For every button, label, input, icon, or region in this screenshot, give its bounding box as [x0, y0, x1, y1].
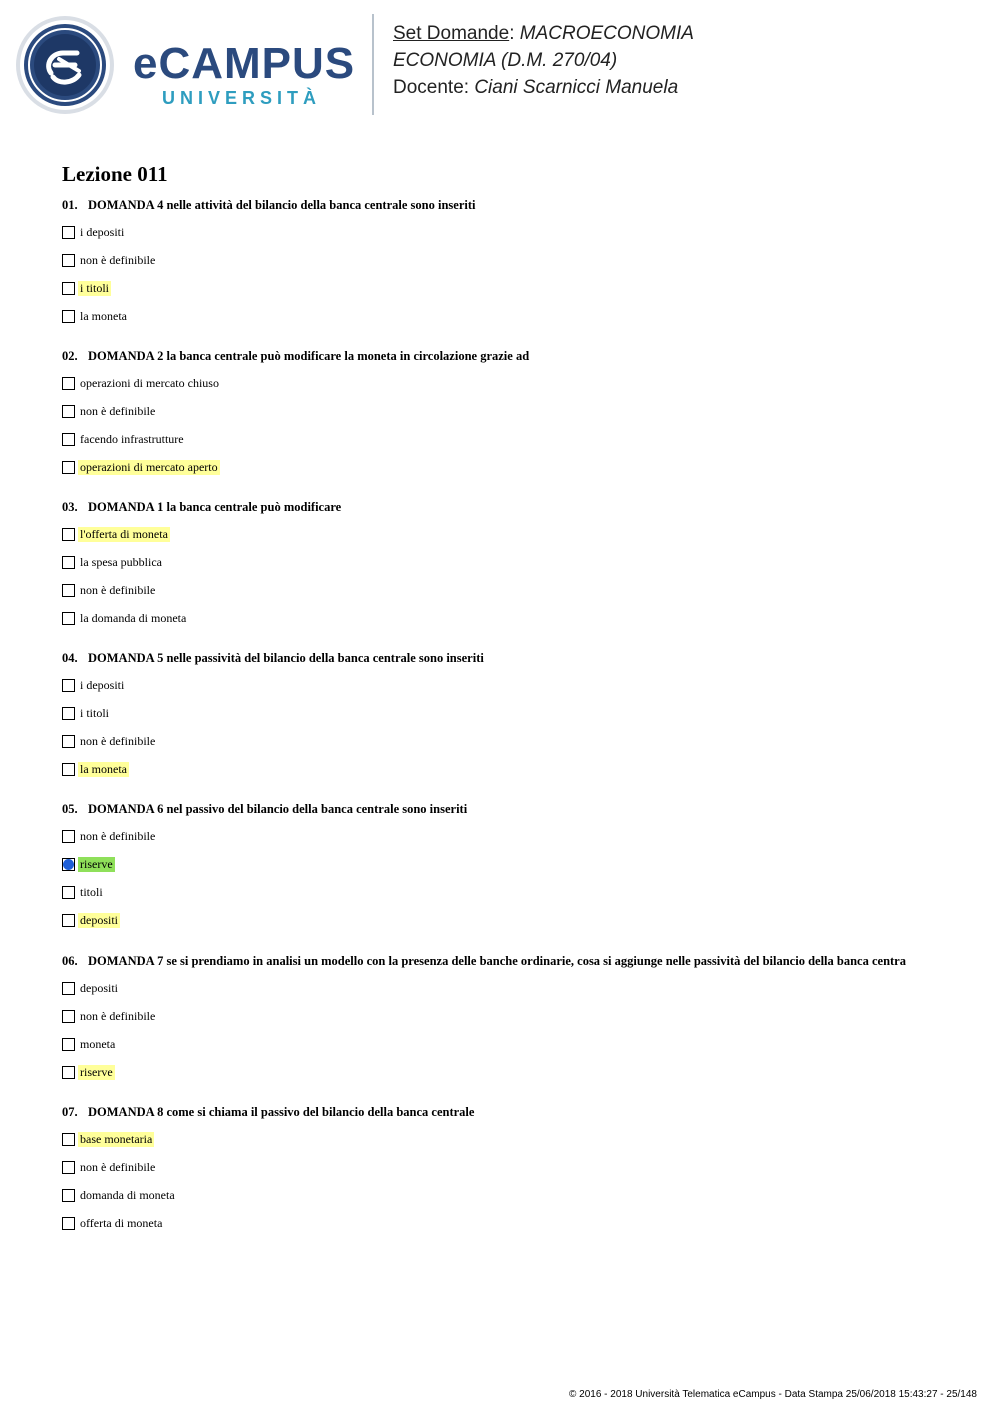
answer-label: la domanda di moneta	[80, 610, 187, 625]
question-text: DOMANDA 1 la banca centrale può modificare	[88, 500, 342, 514]
answer-label: i depositi	[80, 677, 125, 692]
answer-checkbox[interactable]	[62, 707, 75, 720]
answer-option[interactable]	[62, 403, 157, 419]
answer-checkbox[interactable]	[62, 830, 75, 843]
ecampus-logo-icon	[15, 15, 115, 115]
answer-label: i titoli	[80, 705, 110, 720]
question-text: DOMANDA 5 nelle passività del bilancio della banca centrale sono inseriti	[88, 651, 484, 665]
answer-label: la moneta	[80, 761, 127, 776]
question-text: DOMANDA 7 se si prendiamo in analisi un modello con la presenza delle banche ordinarie, cosa si aggiunge nelle passività del bilancio della banca centra	[88, 954, 906, 968]
answer-label: non è definibile	[80, 1008, 156, 1023]
answer-checkbox[interactable]	[62, 254, 75, 267]
logo-wordmark: eCAMPUS	[133, 39, 356, 88]
question-number: 05.	[62, 802, 78, 816]
question-title	[62, 1105, 474, 1120]
answer-label: non è definibile	[80, 733, 156, 748]
answer-option[interactable]	[62, 912, 120, 928]
answer-option[interactable]	[62, 1036, 117, 1052]
page-footer: © 2016 - 2018 Università Telematica eCampus - Data Stampa 25/06/2018 15:43:27 - 25/148	[569, 1389, 977, 1400]
answer-label: la spesa pubblica	[80, 554, 162, 569]
answer-label: non è definibile	[80, 828, 156, 843]
question-text: DOMANDA 2 la banca centrale può modificare la moneta in circolazione grazie ad	[88, 349, 530, 363]
question-text: DOMANDA 4 nelle attività del bilancio della banca centrale sono inseriti	[88, 198, 476, 212]
answer-option[interactable]	[62, 459, 220, 475]
set-label: Set Domande	[393, 23, 510, 44]
answer-option[interactable]	[62, 554, 164, 570]
question-title	[62, 651, 484, 666]
answer-option[interactable]	[62, 1008, 157, 1024]
answer-checkbox[interactable]	[62, 556, 75, 569]
answer-option[interactable]	[62, 610, 188, 626]
answer-label: i depositi	[80, 224, 125, 239]
answer-checkbox[interactable]	[62, 982, 75, 995]
lesson-title: Lezione 011	[62, 162, 168, 186]
answer-option[interactable]	[62, 980, 120, 996]
teacher-name: Ciani Scarnicci Manuela	[474, 77, 679, 98]
question-number: 01.	[62, 198, 78, 212]
set-separator: :	[509, 23, 520, 44]
answer-checkbox[interactable]	[62, 735, 75, 748]
answer-checkbox[interactable]	[62, 1133, 75, 1146]
answer-label: riserve	[80, 856, 113, 871]
answer-checkbox[interactable]	[62, 584, 75, 597]
answer-option[interactable]	[62, 1215, 164, 1231]
answer-option[interactable]	[62, 1187, 177, 1203]
answer-checkbox[interactable]	[62, 528, 75, 541]
question-title	[62, 954, 906, 969]
course-title-line2: ECONOMIA (D.M. 270/04)	[393, 50, 618, 71]
answer-checkbox[interactable]	[62, 226, 75, 239]
answer-label: l'offerta di moneta	[80, 526, 168, 541]
answer-label: operazioni di mercato aperto	[80, 459, 218, 474]
course-title-line1: MACROECONOMIA	[519, 23, 694, 44]
answer-checkbox[interactable]	[62, 405, 75, 418]
answer-checkbox[interactable]	[62, 433, 75, 446]
answer-label: riserve	[80, 1064, 113, 1079]
question-number: 07.	[62, 1105, 78, 1119]
header-set-line	[393, 23, 694, 45]
header-course-line2	[393, 50, 617, 72]
header-teacher-line	[393, 77, 678, 99]
answer-checkbox[interactable]	[62, 1066, 75, 1079]
answer-checkbox[interactable]	[62, 1010, 75, 1023]
answer-label: non è definibile	[80, 403, 156, 418]
question-title	[62, 349, 529, 364]
answer-option[interactable]	[62, 252, 157, 268]
question-number: 04.	[62, 651, 78, 665]
answer-option[interactable]	[62, 526, 170, 542]
answer-option[interactable]	[62, 1064, 115, 1080]
answer-checkbox[interactable]	[62, 1189, 75, 1202]
question-title	[62, 802, 467, 817]
answer-checkbox[interactable]	[62, 310, 75, 323]
answer-option[interactable]	[62, 761, 129, 777]
logo-subtitle: UNIVERSITÀ	[162, 88, 322, 108]
answer-label: non è definibile	[80, 252, 156, 267]
answer-label: non è definibile	[80, 1159, 156, 1174]
answer-label: la moneta	[80, 308, 127, 323]
answer-checkbox[interactable]	[62, 886, 75, 899]
question-number: 02.	[62, 349, 78, 363]
answer-label: non è definibile	[80, 582, 156, 597]
answer-label: depositi	[80, 912, 118, 927]
answer-checkbox[interactable]	[62, 1217, 75, 1230]
question-text: DOMANDA 8 come si chiama il passivo del bilancio della banca centrale	[88, 1105, 475, 1119]
question-title	[62, 500, 341, 515]
answer-option[interactable]	[62, 582, 157, 598]
answer-option[interactable]	[62, 856, 115, 872]
answer-checkbox[interactable]	[62, 679, 75, 692]
answer-option[interactable]	[62, 677, 126, 693]
teacher-label: Docente:	[393, 77, 475, 98]
answer-option[interactable]	[62, 705, 111, 721]
answer-checkbox[interactable]	[62, 914, 75, 927]
answer-checkbox[interactable]	[62, 612, 75, 625]
answer-option[interactable]	[62, 375, 221, 391]
selected-answer-checkbox[interactable]	[62, 858, 75, 871]
header-divider	[372, 14, 374, 115]
answer-option[interactable]	[62, 280, 111, 296]
question-title	[62, 198, 475, 213]
answer-checkbox[interactable]	[62, 377, 75, 390]
answer-label: titoli	[80, 884, 103, 899]
answer-checkbox[interactable]	[62, 461, 75, 474]
answer-label: facendo infrastrutture	[80, 431, 184, 446]
answer-label: moneta	[80, 1036, 116, 1051]
question-text: DOMANDA 6 nel passivo del bilancio della banca centrale sono inseriti	[88, 802, 468, 816]
answer-option[interactable]	[62, 1131, 154, 1147]
answer-option[interactable]	[62, 431, 186, 447]
answer-option[interactable]	[62, 224, 126, 240]
answer-option[interactable]	[62, 733, 157, 749]
answer-label: i titoli	[80, 280, 110, 295]
answer-option[interactable]	[62, 828, 157, 844]
question-number: 03.	[62, 500, 78, 514]
answer-label: base monetaria	[80, 1131, 153, 1146]
answer-checkbox[interactable]	[62, 1038, 75, 1051]
question-number: 06.	[62, 954, 78, 968]
answer-option[interactable]	[62, 308, 129, 324]
page-header	[0, 0, 1000, 130]
answer-label: offerta di moneta	[80, 1215, 163, 1230]
answer-checkbox[interactable]	[62, 763, 75, 776]
answer-option[interactable]	[62, 1159, 157, 1175]
answer-label: depositi	[80, 980, 118, 995]
answer-checkbox[interactable]	[62, 282, 75, 295]
answer-checkbox[interactable]	[62, 1161, 75, 1174]
answer-label: operazioni di mercato chiuso	[80, 375, 219, 390]
answer-option[interactable]	[62, 884, 105, 900]
answer-label: domanda di moneta	[80, 1187, 175, 1202]
